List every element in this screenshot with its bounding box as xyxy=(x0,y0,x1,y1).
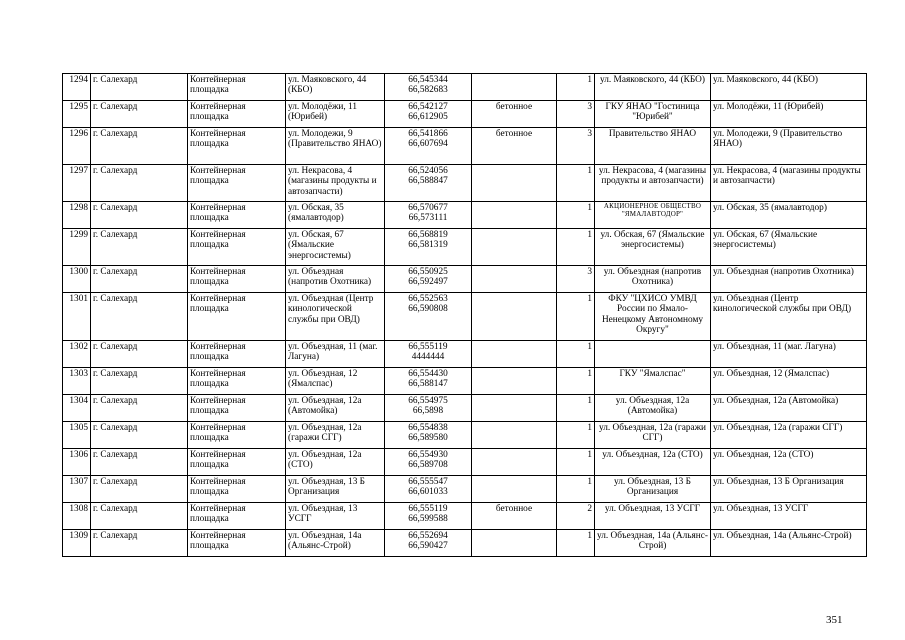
row-number: 1303 xyxy=(63,368,91,395)
row-number: 1304 xyxy=(63,395,91,422)
address-cell: ул. Объездная, 12а (СТО) xyxy=(286,449,385,476)
table-row xyxy=(63,449,867,476)
page-number: 351 xyxy=(826,614,843,626)
coordinates-cell xyxy=(385,368,472,395)
coordinates-cell xyxy=(385,293,472,341)
waste-source-cell: ул. Объездная (Центр кинологической службы при ОВД) xyxy=(711,293,867,341)
city-cell: г. Салехард xyxy=(91,101,188,128)
owner-cell: ГКУ ЯНАО "Гостиница "Юрибей" xyxy=(595,101,711,128)
address-cell: ул. Объездная, 13 УСГГ xyxy=(286,503,385,530)
surface-cell: бетонное xyxy=(472,101,557,128)
address-cell: ул. Молодёжи, 11 (Юрибей) xyxy=(286,101,385,128)
owner-cell: ул. Объездная, 14а (Альянс-Строй) xyxy=(595,530,711,557)
container-sites-table xyxy=(62,73,867,557)
row-number: 1298 xyxy=(63,202,91,229)
coordinates-cell xyxy=(385,341,472,368)
surface-cell xyxy=(472,395,557,422)
container-count-cell: 1 xyxy=(557,202,595,229)
container-count-cell: 1 xyxy=(557,422,595,449)
table-row xyxy=(63,229,867,266)
address-cell: ул. Объездная, 12 (Ямалспас) xyxy=(286,368,385,395)
owner-cell: АКЦИОНЕРНОЕ ОБЩЕСТВО "ЯМАЛАВТОДОР" xyxy=(595,202,711,229)
surface-cell xyxy=(472,74,557,101)
longitude: 66,589708 xyxy=(408,460,448,471)
latitude: 66,555119 xyxy=(408,342,448,352)
container-count-cell: 1 xyxy=(557,476,595,503)
waste-source-cell: ул. Молодежи, 9 (Правительство ЯНАО) xyxy=(711,128,867,165)
surface-cell xyxy=(472,229,557,266)
site-type-cell: Контейнерная площадка xyxy=(188,422,286,449)
container-count-cell: 1 xyxy=(557,74,595,101)
row-number: 1305 xyxy=(63,422,91,449)
address-cell: ул. Объездная, 12а (гаражи СГГ) xyxy=(286,422,385,449)
latitude: 66,552694 xyxy=(408,531,448,541)
coordinates-cell xyxy=(385,128,472,165)
table-row xyxy=(63,293,867,341)
latitude: 66,541866 xyxy=(408,129,448,139)
table-row xyxy=(63,368,867,395)
waste-source-cell: ул. Обская, 67 (Ямальские энергосистемы) xyxy=(711,229,867,266)
city-cell: г. Салехард xyxy=(91,341,188,368)
site-type-cell: Контейнерная площадка xyxy=(188,202,286,229)
longitude: 66,582683 xyxy=(408,85,448,96)
row-number: 1307 xyxy=(63,476,91,503)
owner-cell: ФКУ "ЦХИСО УМВД России по Ямало-Ненецкому Автономному Округу" xyxy=(595,293,711,341)
waste-source-cell: ул. Объездная, 14а (Альянс-Строй) xyxy=(711,530,867,557)
city-cell: г. Салехард xyxy=(91,395,188,422)
latitude: 66,550925 xyxy=(408,267,448,277)
row-number: 1301 xyxy=(63,293,91,341)
longitude: 66,601033 xyxy=(408,487,448,498)
container-count-cell: 3 xyxy=(557,101,595,128)
waste-source-cell: ул. Обская, 35 (ямалавтодор) xyxy=(711,202,867,229)
container-count-cell: 1 xyxy=(557,341,595,368)
surface-cell: бетонное xyxy=(472,128,557,165)
surface-cell xyxy=(472,293,557,341)
surface-cell xyxy=(472,165,557,202)
coordinates-cell xyxy=(385,395,472,422)
owner-cell: ул. Объездная, 12а (СТО) xyxy=(595,449,711,476)
coordinates-cell xyxy=(385,202,472,229)
waste-source-cell: ул. Объездная, 13 Б Организация xyxy=(711,476,867,503)
waste-source-cell: ул. Молодёжи, 11 (Юрибей) xyxy=(711,101,867,128)
coordinates-cell xyxy=(385,422,472,449)
longitude: 66,589580 xyxy=(408,433,448,444)
city-cell: г. Салехард xyxy=(91,128,188,165)
city-cell: г. Салехард xyxy=(91,229,188,266)
row-number: 1296 xyxy=(63,128,91,165)
owner-cell: ул. Объездная, 13 Б Организация xyxy=(595,476,711,503)
site-type-cell: Контейнерная площадка xyxy=(188,530,286,557)
container-count-cell: 3 xyxy=(557,266,595,293)
waste-source-cell: ул. Объездная, 12а (гаражи СГГ) xyxy=(711,422,867,449)
container-count-cell: 1 xyxy=(557,530,595,557)
surface-cell xyxy=(472,422,557,449)
latitude: 66,554930 xyxy=(408,450,448,460)
coordinates-cell xyxy=(385,449,472,476)
address-cell: ул. Некрасова, 4 (магазины продукты и автозапчасти) xyxy=(286,165,385,202)
site-type-cell: Контейнерная площадка xyxy=(188,449,286,476)
address-cell: ул. Обская, 35 (ямалавтодор) xyxy=(286,202,385,229)
city-cell: г. Салехард xyxy=(91,368,188,395)
row-number: 1309 xyxy=(63,530,91,557)
latitude: 66,555547 xyxy=(408,477,448,487)
container-count-cell: 1 xyxy=(557,368,595,395)
city-cell: г. Салехард xyxy=(91,530,188,557)
longitude: 66,612905 xyxy=(408,112,448,123)
address-cell: ул. Молодежи, 9 (Правительство ЯНАО) xyxy=(286,128,385,165)
longitude: 66,590808 xyxy=(408,304,448,315)
site-type-cell: Контейнерная площадка xyxy=(188,128,286,165)
container-count-cell: 1 xyxy=(557,449,595,476)
table-row xyxy=(63,74,867,101)
address-cell: ул. Объездная (напротив Охотника) xyxy=(286,266,385,293)
latitude: 66,568819 xyxy=(408,230,448,240)
latitude: 66,554975 xyxy=(408,396,448,406)
container-count-cell: 1 xyxy=(557,293,595,341)
site-type-cell: Контейнерная площадка xyxy=(188,503,286,530)
city-cell: г. Салехард xyxy=(91,165,188,202)
waste-source-cell: ул. Некрасова, 4 (магазины продукты и автозапчасти) xyxy=(711,165,867,202)
table-row xyxy=(63,530,867,557)
address-cell: ул. Объездная, 12а (Автомойка) xyxy=(286,395,385,422)
city-cell: г. Салехард xyxy=(91,476,188,503)
owner-cell: ул. Маяковского, 44 (КБО) xyxy=(595,74,711,101)
table-row xyxy=(63,165,867,202)
table-body xyxy=(63,74,867,557)
latitude: 66,570677 xyxy=(408,203,448,213)
row-number: 1300 xyxy=(63,266,91,293)
city-cell: г. Салехард xyxy=(91,74,188,101)
coordinates-cell xyxy=(385,503,472,530)
coordinates-cell xyxy=(385,101,472,128)
container-count-cell: 1 xyxy=(557,229,595,266)
coordinates-cell xyxy=(385,530,472,557)
table-row xyxy=(63,395,867,422)
latitude: 66,554838 xyxy=(408,423,448,433)
waste-source-cell: ул. Объездная, 11 (маг. Лагуна) xyxy=(711,341,867,368)
owner-cell: ул. Некрасова, 4 (магазины продукты и автозапчасти) xyxy=(595,165,711,202)
row-number: 1295 xyxy=(63,101,91,128)
owner-cell: Правительство ЯНАО xyxy=(595,128,711,165)
city-cell: г. Салехард xyxy=(91,449,188,476)
longitude: 66,599588 xyxy=(408,514,448,525)
container-count-cell: 1 xyxy=(557,395,595,422)
site-type-cell: Контейнерная площадка xyxy=(188,74,286,101)
surface-cell xyxy=(472,530,557,557)
longitude: 66,588147 xyxy=(408,379,448,390)
site-type-cell: Контейнерная площадка xyxy=(188,293,286,341)
owner-cell: ул. Объездная, 12а (Автомойка) xyxy=(595,395,711,422)
address-cell: ул. Объездная, 14а (Альянс-Строй) xyxy=(286,530,385,557)
longitude: 66,590427 xyxy=(408,541,448,552)
longitude: 66,592497 xyxy=(408,277,448,288)
container-count-cell: 3 xyxy=(557,128,595,165)
surface-cell xyxy=(472,266,557,293)
waste-source-cell: ул. Объездная, 12а (СТО) xyxy=(711,449,867,476)
waste-source-cell: ул. Маяковского, 44 (КБО) xyxy=(711,74,867,101)
table-row xyxy=(63,476,867,503)
surface-cell xyxy=(472,202,557,229)
table-row xyxy=(63,101,867,128)
site-type-cell: Контейнерная площадка xyxy=(188,101,286,128)
coordinates-cell xyxy=(385,229,472,266)
address-cell: ул. Объездная, 13 Б Организация xyxy=(286,476,385,503)
latitude: 66,542127 xyxy=(408,102,448,112)
site-type-cell: Контейнерная площадка xyxy=(188,368,286,395)
table-row xyxy=(63,341,867,368)
surface-cell xyxy=(472,449,557,476)
latitude: 66,552563 xyxy=(408,294,448,304)
surface-cell xyxy=(472,341,557,368)
city-cell: г. Салехард xyxy=(91,293,188,341)
longitude: 66,588847 xyxy=(408,176,448,187)
address-cell: ул. Обская, 67 (Ямальские энергосистемы) xyxy=(286,229,385,266)
surface-cell: бетонное xyxy=(472,503,557,530)
row-number: 1294 xyxy=(63,74,91,101)
coordinates-cell xyxy=(385,266,472,293)
coordinates-cell xyxy=(385,165,472,202)
site-type-cell: Контейнерная площадка xyxy=(188,476,286,503)
latitude: 66,524056 xyxy=(408,166,448,176)
table-row xyxy=(63,503,867,530)
row-number: 1306 xyxy=(63,449,91,476)
table-row xyxy=(63,202,867,229)
longitude: 4444444 xyxy=(411,352,445,363)
table-row xyxy=(63,266,867,293)
site-type-cell: Контейнерная площадка xyxy=(188,266,286,293)
owner-cell: ул. Объездная (напротив Охотника) xyxy=(595,266,711,293)
row-number: 1308 xyxy=(63,503,91,530)
coordinates-cell xyxy=(385,74,472,101)
row-number: 1302 xyxy=(63,341,91,368)
city-cell: г. Салехард xyxy=(91,266,188,293)
address-cell: ул. Объездная (Центр кинологической службы при ОВД) xyxy=(286,293,385,341)
table-row xyxy=(63,128,867,165)
site-type-cell: Контейнерная площадка xyxy=(188,229,286,266)
waste-source-cell: ул. Объездная, 12а (Автомойка) xyxy=(711,395,867,422)
coordinates-cell xyxy=(385,476,472,503)
waste-source-cell: ул. Объездная, 12 (Ямалспас) xyxy=(711,368,867,395)
city-cell: г. Салехард xyxy=(91,202,188,229)
waste-source-cell: ул. Объездная (напротив Охотника) xyxy=(711,266,867,293)
longitude: 66,581319 xyxy=(408,240,448,251)
longitude: 66,607694 xyxy=(408,139,448,150)
latitude: 66,554430 xyxy=(408,369,448,379)
owner-cell: ул. Обская, 67 (Ямальские энергосистемы) xyxy=(595,229,711,266)
longitude: 66,5898 xyxy=(412,406,444,417)
city-cell: г. Салехард xyxy=(91,503,188,530)
owner-cell: ул. Объездная, 13 УСГГ xyxy=(595,503,711,530)
row-number: 1297 xyxy=(63,165,91,202)
city-cell: г. Салехард xyxy=(91,422,188,449)
latitude: 66,555119 xyxy=(408,504,448,514)
address-cell: ул. Объездная, 11 (маг. Лагуна) xyxy=(286,341,385,368)
container-count-cell: 1 xyxy=(557,165,595,202)
latitude: 66,545344 xyxy=(408,75,448,85)
surface-cell xyxy=(472,476,557,503)
waste-source-cell: ул. Объездная, 13 УСГГ xyxy=(711,503,867,530)
table-row xyxy=(63,422,867,449)
address-cell: ул. Маяковского, 44 (КБО) xyxy=(286,74,385,101)
container-count-cell: 2 xyxy=(557,503,595,530)
site-type-cell: Контейнерная площадка xyxy=(188,395,286,422)
owner-cell: ул. Объездная, 12а (гаражи СГГ) xyxy=(595,422,711,449)
owner-cell: ГКУ "Ямалспас" xyxy=(595,368,711,395)
row-number: 1299 xyxy=(63,229,91,266)
surface-cell xyxy=(472,368,557,395)
longitude: 66,573111 xyxy=(408,213,448,224)
site-type-cell: Контейнерная площадка xyxy=(188,165,286,202)
site-type-cell: Контейнерная площадка xyxy=(188,341,286,368)
owner-cell xyxy=(595,341,711,368)
